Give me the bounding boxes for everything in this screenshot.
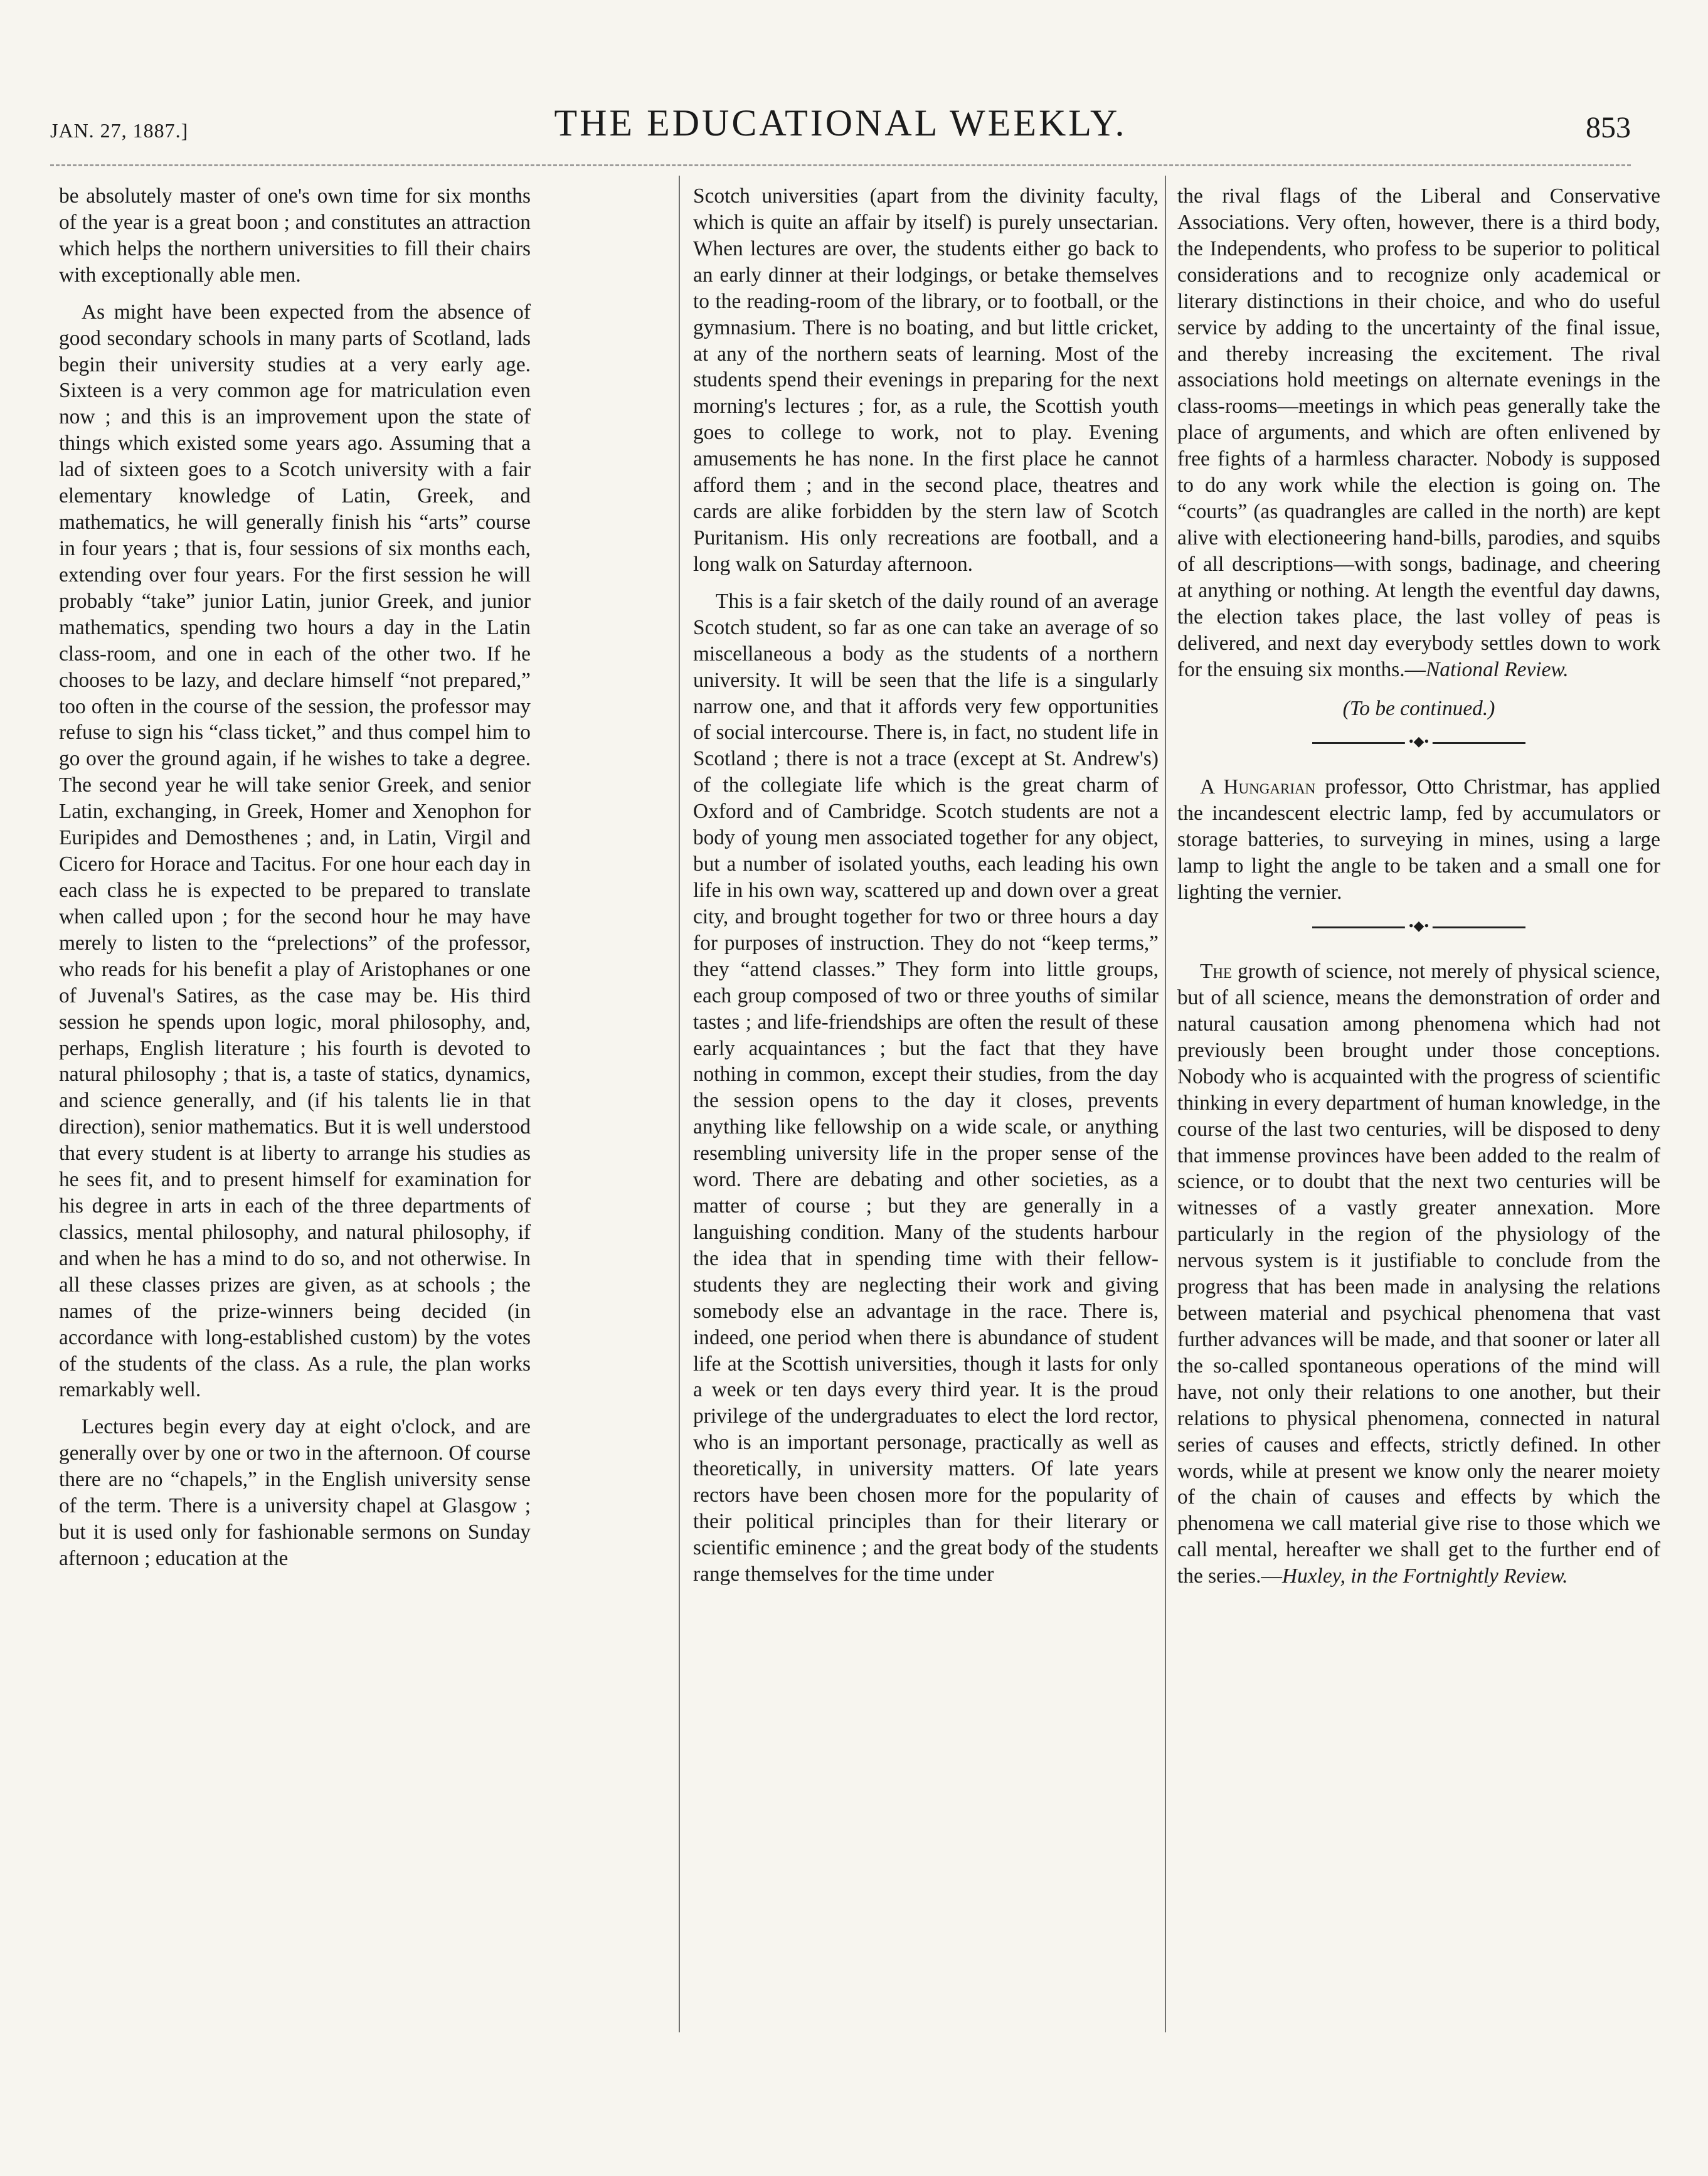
paragraph <box>1177 774 1660 906</box>
paragraph <box>1177 183 1660 683</box>
column-1 <box>59 183 531 1583</box>
paragraph-text: professor, Otto Christmar, has applied the incandescent electric lamp, fed by accumulators or storage batteries, to surveying in mines, using a large lamp to light the angle to be taken and a small one for lighting the vernier. <box>1177 775 1660 905</box>
lead-in: The <box>1200 960 1233 984</box>
article-separator <box>1312 733 1525 750</box>
paragraph: Scotch universities (apart from the divinity faculty, which is quite an affair by itself) is purely unsectarian. When lectures are over, the students either go back to an early dinner at their lodgings, or betake themselves to the reading-room of the library, or to football, or the gymnasium. There is no boating, and but little cricket, at any of the northern seats of learning. Most of the students spend their evenings in preparing for the next morning's lectures ; for, as a rule, the Scottish youth goes to college to work, not to play. Evening amusements he has none. In the first place he cannot afford them ; and in the second place, theatres and cards are alike forbidden by the stern law of Scotch Puritanism. His only recreations are football, and a long walk on Saturday afternoon. <box>693 184 1159 576</box>
header-rule <box>50 164 1631 166</box>
paragraph-text: growth of science, not merely of physical science, but of all science, means the demonstration of order and natural causation among phenomena which had not previously been brought under those conceptions. Nobody who is acquainted with the progress of scientific thinking in every department of human knowledge, in the course of the last two centuries, will be disposed to deny that immense provinces have been added to the realm of science, or to doubt that the next two centuries will be witnesses of a vastly greater annexation. More particularly in the region of the physiology of the nervous system is it justifiable to conclude from the progress that has been made in analysing the relations between material and psychical phenomena that vast further advances will be made, and that sooner or later all the so-called spontaneous operations of the mind will have, not only their relations to one another, but their relations to physical phenomena, connected in natural series of causes and effects, strictly defined. In other words, while at present we know only the nearer moiety of the chain of causes and effects by which the phenomena we call material give rise to those which we call mental, hereafter we shall get to the further end of the series.— <box>1177 960 1660 1588</box>
column-2 <box>693 183 1159 1598</box>
publication-title: THE EDUCATIONAL WEEKLY. <box>554 102 1127 144</box>
source-credit: National Review. <box>1426 657 1569 681</box>
separator-ornament: •◆• <box>1405 733 1433 750</box>
paragraph-text: the rival flags of the Liberal and Conservative Associations. Very often, however, there is a third body, the Independents, who profess to be superior to political considerations and to recognize only academical or literary distinctions in their choice, and who do useful service by adding to the uncertainty of the final issue, and thereby increasing the excitement. The rival associations hold meetings on alternate evenings in the class-rooms—meetings in which peas generally take the place of arguments, and which are often enlivened by free fights of a harmless character. Nobody is supposed to do any work while the election is going on. The “courts” (as quadrangles are called in the north) are kept alive with electioneering hand-bills, parodies, and squibs of all descriptions—with songs, badinage, and cheering at anything or nothing. At length the eventful day dawns, the election takes place, the last volley of peas is delivered, and next day everybody settles down to work for the ensuing six months.— <box>1177 184 1660 681</box>
separator-ornament: •◆• <box>1405 917 1433 935</box>
continued-note: (To be continued.) <box>1342 696 1495 720</box>
paragraph <box>1177 958 1660 1590</box>
column-divider-2 <box>1165 176 1166 2032</box>
paragraph: Lectures begin every day at eight o'clock, and are generally over by one or two in the afternoon. Of course there are no “chapels,” in the English university sense of the term. There is a university chapel at Glasgow ; but it is used only for fashionable sermons on Sunday afternoon ; education at the <box>59 1415 531 1571</box>
column-3 <box>1177 183 1660 1600</box>
article-separator <box>1312 918 1525 934</box>
issue-date: JAN. 27, 1887.] <box>50 119 189 142</box>
column-divider-1 <box>679 176 680 2032</box>
paragraph: be absolutely master of one's own time for six months of the year is a great boon ; and constitutes an attraction which helps the northern universities to fill their chairs with exceptionally able men. <box>59 184 531 287</box>
page-number: 853 <box>1586 111 1631 144</box>
lead-in: A Hungarian <box>1200 775 1316 799</box>
page-header <box>50 94 1631 157</box>
paragraph: As might have been expected from the absence of good secondary schools in many parts of Scotland, lads begin their university studies at a very early age. Sixteen is a very common age for matriculation even now ; and this is an improvement upon the state of things which existed some years ago. Assuming that a lad of sixteen goes to a Scotch university with a fair elementary knowledge of Latin, Greek, and mathematics, he will generally finish his “arts” course in four years ; that is, four sessions of six months each, extending over four years. For the first session he will probably “take” junior Latin, junior Greek, and junior mathematics, spending two hours a day in the Latin class-room, and one in each of the other two. If he chooses to be lazy, and declare himself “not prepared,” too often in the course of the session, the professor may refuse to sign his “class ticket,” and thus compel him to go over the ground again, if he wishes to take a degree. The second year he will take senior Greek, and senior Latin, exchanging, in Greek, Homer and Xenophon for Euripides and Demosthenes ; and, in Latin, Virgil and Cicero for Horace and Tacitus. For one hour each day in each class he is expected to be prepared to translate when called upon ; for the second hour he may have merely to listen to the “prelections” of the professor, who reads for his benefit a play of Aristophanes or one of Juvenal's Satires, as the case may be. His third session he spends upon logic, moral philosophy, and, perhaps, English literature ; his fourth is devoted to natural philosophy ; that is, a taste of statics, dynamics, and science generally, and (if his talents lie in that direction), senior mathematics. But it is well understood that every student is at liberty to arrange his studies as he sees fit, and to present himself for examination for his degree in arts in each of the three departments of classics, mental philosophy, and natural philosophy, if and when he has a mind to do so, and not otherwise. In all these classes prizes are given, as at schools ; the names of the prize-winners being decided (in accordance with long-established custom) by the votes of the students of the class. As a rule, the plan works remarkably well. <box>59 300 531 1402</box>
source-credit: Huxley, in the Fortnightly Review. <box>1281 1564 1568 1588</box>
paragraph: This is a fair sketch of the daily round of an average Scotch student, so far as one can take an average of so miscellaneous a body as the students of a northern university. It will be seen that the life is a singularly narrow one, and that it affords very few opportunities of social intercourse. There is, in fact, no student life in Scotland ; there is not a trace (except at St. Andrew's) of the collegiate life which is the great charm of Oxford and of Cambridge. Scotch students are not a body of young men associated together for any object, but a number of isolated youths, each leading his own life in his own way, scattered up and down over a great city, and brought together for two or three hours a day for purposes of instruction. They do not “keep terms,” they “attend classes.” They form into little groups, each group composed of two or three youths of similar tastes ; and life-friendships are often the result of these early acquaintances ; but the fact that they have nothing in common, except their studies, from the day the session opens to the day it closes, prevents anything like fellowship on a wide scale, or anything resembling university life in the proper sense of the word. There are debating and other societies, as a matter of course ; but they are generally in a languishing condition. Many of the students harbour the idea that in spending time with their fellow-students they are neglecting their work and giving somebody else an advantage in the race. There is, indeed, one period when there is abundance of student life at the Scottish universities, though it lasts for only a week or ten days every third year. It is the proud privilege of the undergraduates to elect the lord rector, who is an important personage, practically as well as theoretically, in university matters. Of late years rectors have been chosen more for the popularity of their political principles than for their literary or scientific eminence ; and the great body of the students range themselves for the time under <box>693 589 1159 1586</box>
